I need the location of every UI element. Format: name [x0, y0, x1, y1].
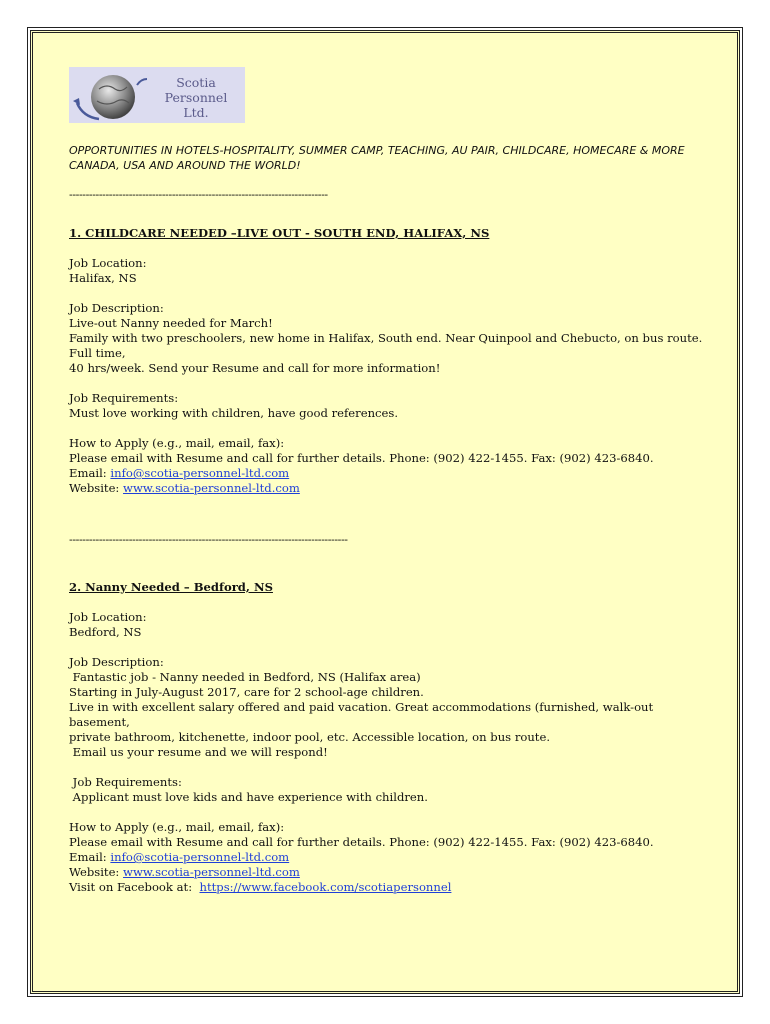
- email-label: Email:: [69, 466, 111, 480]
- job-description-line: Email us your resume and we will respond!: [69, 745, 328, 759]
- apply-label: How to Apply (e.g., mail, email, fax):: [69, 436, 285, 450]
- job-description-line: Family with two preschoolers, new home in Halifax, South end. Near Quinpool and Chebucto, on bus route. Full time,: [69, 331, 703, 360]
- facebook-label: Visit on Facebook at:: [69, 880, 200, 894]
- apply-text: Please email with Resume and call for further details. Phone: (902) 422-1455. Fax: (902) 423-6840.: [69, 835, 654, 849]
- tagline: [69, 143, 709, 173]
- tagline-line-2: CANADA, USA AND AROUND THE WORLD!: [69, 159, 301, 172]
- job-description-label: Job Description:: [69, 655, 164, 669]
- tagline-line-1: OPPORTUNITIES IN HOTELS-HOSPITALITY, SUMMER CAMP, TEACHING, AU PAIR, CHILDCARE, HOMECARE & MORE: [69, 144, 685, 157]
- email-label: Email:: [69, 850, 111, 864]
- apply-text: Please email with Resume and call for further details. Phone: (902) 422-1455. Fax: (902) 423-6840.: [69, 451, 654, 465]
- apply-label: How to Apply (e.g., mail, email, fax):: [69, 820, 285, 834]
- facebook-link[interactable]: https://www.facebook.com/scotiapersonnel: [199, 880, 452, 894]
- job-requirements-label: Job Requirements:: [69, 391, 179, 405]
- job-description-label: Job Description:: [69, 301, 164, 315]
- job-requirements-label: Job Requirements:: [69, 775, 182, 789]
- job-description-line: private bathroom, kitchenette, indoor pool, etc. Accessible location, on bus route.: [69, 730, 551, 744]
- website-link[interactable]: www.scotia-personnel-ltd.com: [123, 865, 300, 879]
- website-link[interactable]: www.scotia-personnel-ltd.com: [123, 481, 300, 495]
- job-location: Halifax, NS: [69, 271, 137, 285]
- job-location-label: Job Location:: [69, 256, 147, 270]
- website-label: Website:: [69, 481, 124, 495]
- logo-text: [151, 75, 241, 120]
- separator-1: ------------------------------------------------------------------------------: [69, 188, 328, 201]
- job-listing-2: [69, 580, 709, 895]
- logo-line-2: Ltd.: [183, 105, 209, 120]
- job-requirements: Must love working with children, have good references.: [69, 406, 399, 420]
- document-page: [30, 30, 740, 994]
- job-requirements: Applicant must love kids and have experience with children.: [69, 790, 428, 804]
- logo-line-1: Scotia Personnel: [164, 75, 228, 105]
- job-description-line: 40 hrs/week. Send your Resume and call for more information!: [69, 361, 441, 375]
- job-title: 1. CHILDCARE NEEDED –LIVE OUT - SOUTH END, HALIFAX, NS: [69, 226, 490, 240]
- company-logo: [69, 67, 245, 123]
- job-listing-1: [69, 226, 709, 496]
- website-line: [69, 481, 709, 496]
- job-location-label: Job Location:: [69, 610, 147, 624]
- job-description-line: Starting in July-August 2017, care for 2 school-age children.: [69, 685, 424, 699]
- facebook-line: [69, 880, 709, 895]
- email-line: [69, 466, 709, 481]
- job-title: 2. Nanny Needed – Bedford, NS: [69, 580, 273, 594]
- website-label: Website:: [69, 865, 124, 879]
- email-line: [69, 850, 709, 865]
- job-description-line: Fantastic job - Nanny needed in Bedford, NS (Halifax area): [69, 670, 421, 684]
- email-link[interactable]: info@scotia-personnel-ltd.com: [110, 466, 290, 480]
- job-description-line: Live in with excellent salary offered and paid vacation. Great accommodations (furnished, walk-out basement,: [69, 700, 654, 729]
- email-link[interactable]: info@scotia-personnel-ltd.com: [110, 850, 290, 864]
- job-location: Bedford, NS: [69, 625, 142, 639]
- separator-2: ------------------------------------------------------------------------------------: [69, 533, 348, 546]
- job-description-line: Live-out Nanny needed for March!: [69, 316, 273, 330]
- website-line: [69, 865, 709, 880]
